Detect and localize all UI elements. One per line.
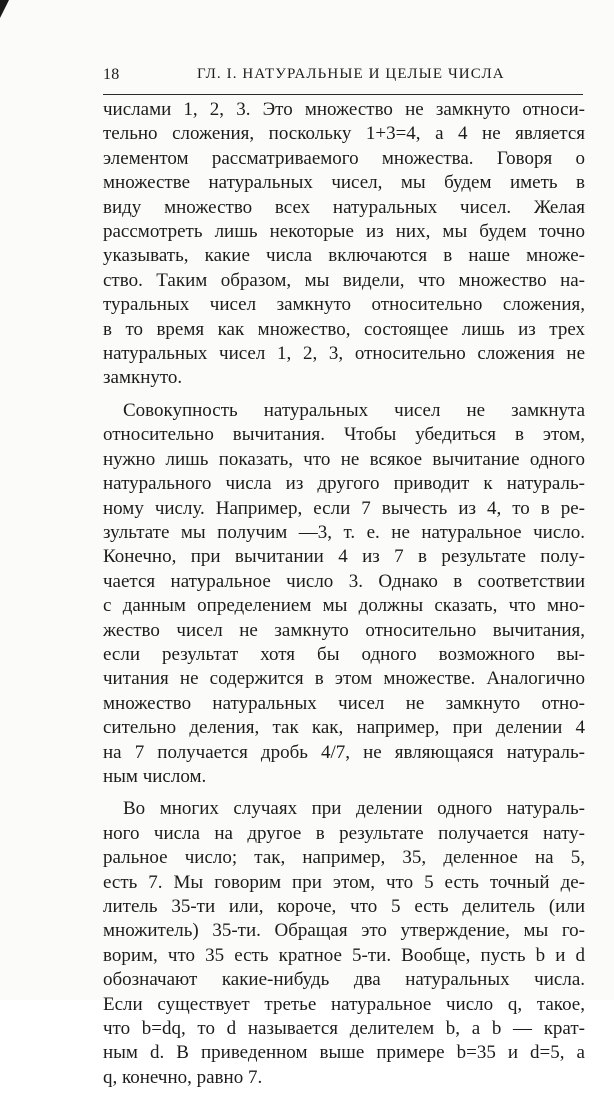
text-line: натурального числа из другого приводит к натураль- (103, 473, 585, 495)
text-line: ному числу. Например, если 7 вычесть из 4, то в ре- (103, 497, 585, 519)
text-line: ным d. В приведенном выше примере b=35 и d=5, а (103, 1042, 585, 1064)
page-header (103, 66, 583, 88)
text-line: натуральных чисел 1, 2, 3, относительно сложения не (103, 343, 585, 365)
text-line: читания не содержится в этом множестве. Аналогично (103, 668, 585, 690)
running-title: ГЛ. I. НАТУРАЛЬНЫЕ И ЦЕЛЫЕ ЧИСЛА (197, 66, 505, 82)
corner-scan-mark (0, 0, 9, 18)
paragraph-2 (103, 399, 585, 790)
text-line: ральное число; так, например, 35, деленное на 5, (103, 847, 585, 869)
text-line: q, конечно, равно 7. (103, 1066, 263, 1088)
text-line: Конечно, при вычитании 4 из 7 в результате полу- (103, 546, 585, 568)
text-line: ного числа на другое в результате получается нату- (103, 822, 585, 844)
text-line: жество чисел не замкнуто относительно вычитания, (103, 619, 585, 641)
text-line: с данным определением мы должны сказать, что мно- (103, 595, 585, 617)
text-line: литель 35-ти или, короче, что 5 есть делитель (или (103, 896, 585, 917)
text-line: виду множество всех натуральных чисел. Желая (103, 196, 585, 218)
text-line: что b=dq, то d называется делителем b, а b — крат- (103, 1018, 585, 1040)
text-line: числами 1, 2, 3. Это множество не замкнуто относи- (103, 99, 585, 120)
text-line: Во многих случаях при делении одного натураль- (123, 798, 585, 820)
text-line: чается натуральное число 3. Однако в соответствии (103, 570, 585, 592)
text-line: есть 7. Мы говорим при этом, что 5 есть точный де- (103, 871, 585, 893)
text-line: на 7 получается дробь 4/7, не являющаяся натураль- (103, 741, 585, 763)
text-line: обозначают какие-нибудь два натуральных числа. (103, 969, 585, 991)
text-line: рассмотреть лишь некоторые из них, мы будем точно (103, 221, 585, 243)
text-line: Если существует третье натуральное число q, такое, (103, 993, 585, 1015)
text-line: нужно лишь показать, что не всякое вычитание одного (103, 448, 585, 470)
text-line: Совокупность натуральных чисел не замкнута (123, 399, 585, 421)
text-line: ворим, что 35 есть кратное 5-ти. Вообще, пусть b и d (103, 944, 585, 966)
text-line: множестве натуральных чисел, мы будем иметь в (103, 172, 585, 194)
body-text (103, 98, 585, 1098)
text-line: множество натуральных чисел не замкнуто отно- (103, 692, 585, 714)
text-line: замкнуто. (103, 367, 183, 389)
page-number: 18 (103, 66, 120, 83)
text-line: множитель) 35-ти. Обращая это утверждение, мы го- (103, 920, 585, 942)
text-line: в то время как множество, состоящее лишь из трех (103, 318, 585, 340)
text-line: сительно деления, так как, например, при делении 4 (103, 717, 585, 739)
text-line: относительно вычитания. Чтобы убедиться в этом, (103, 424, 585, 446)
text-line: тельно сложения, поскольку 1+3=4, а 4 не является (103, 123, 585, 145)
paragraph-3 (103, 797, 585, 1090)
text-line: зультате мы получим —3, т. е. не натуральное число. (103, 521, 585, 543)
header-rule (103, 94, 583, 95)
text-line: если результат хотя бы одного возможного вы- (103, 643, 585, 665)
text-line: элементом рассматриваемого множества. Говоря о (103, 147, 585, 169)
text-line: указывать, какие числа включаются в наше множе- (103, 245, 585, 267)
text-line: туральных чисел замкнуто относительно сложения, (103, 294, 585, 316)
paragraph-1 (103, 98, 585, 391)
text-line: ным числом. (103, 765, 207, 787)
text-line: ство. Таким образом, мы видели, что множество на- (103, 269, 585, 291)
